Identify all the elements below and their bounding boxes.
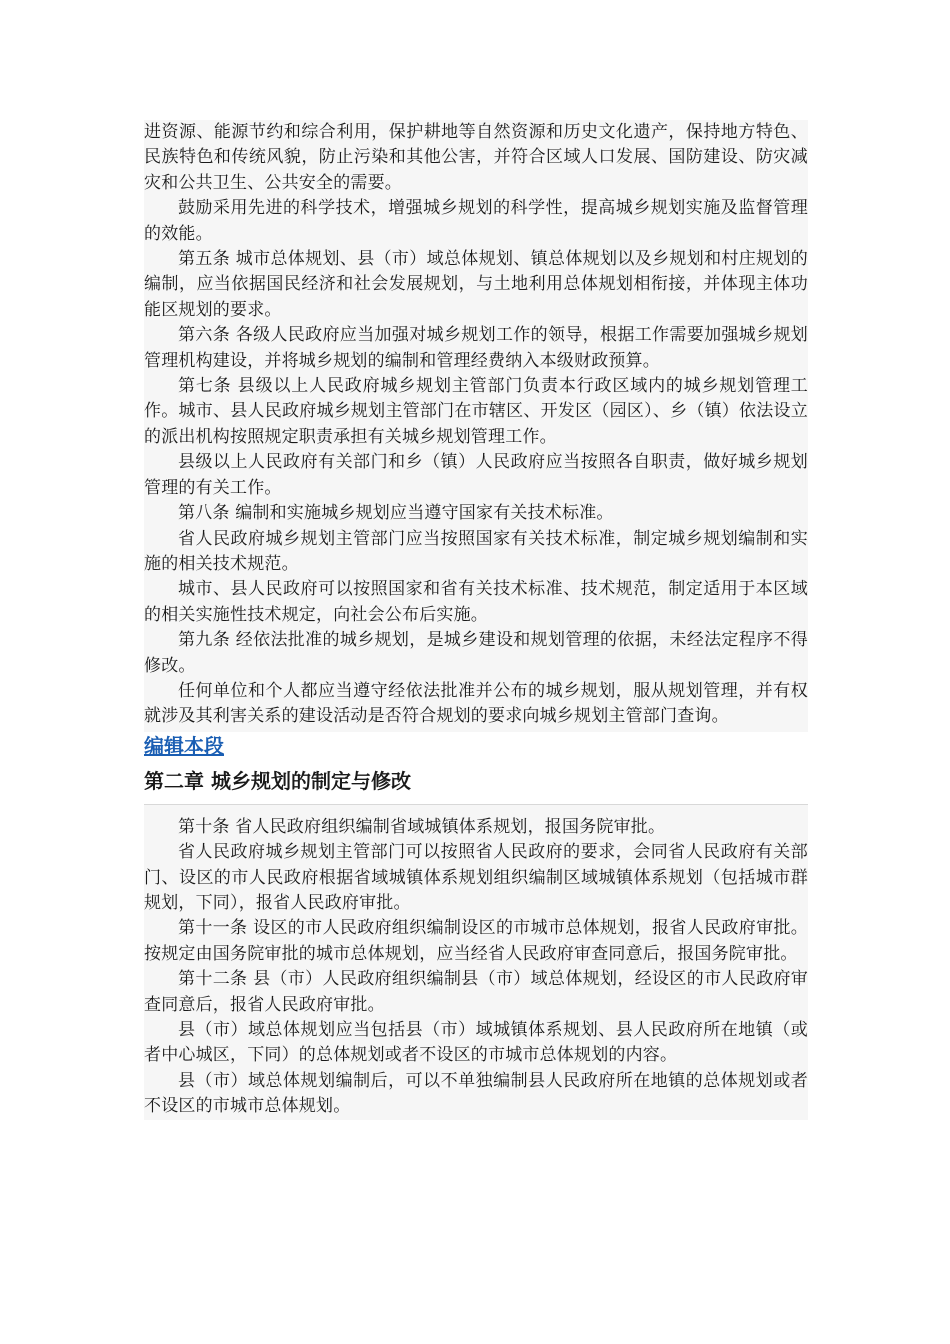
section-2 bbox=[144, 805, 808, 1120]
paragraph: 城市、县人民政府可以按照国家和省有关技术标准、技术规范，制定适用于本区域的相关实施性技术规定，向社会公布后实施。 bbox=[144, 579, 808, 625]
paragraph: 县（市）域总体规划应当包括县（市）域城镇体系规划、县人民政府所在地镇（或者中心城区，下同）的总体规划或者不设区的市城市总体规划的内容。 bbox=[144, 1020, 808, 1066]
article-12: 第十二条 县（市）人民政府组织编制县（市）域总体规划，经设区的市人民政府审查同意后，报省人民政府审批。 bbox=[144, 969, 808, 1015]
paragraph: 省人民政府城乡规划主管部门可以按照省人民政府的要求，会同省人民政府有关部门、设区的市人民政府根据省域城镇体系规划组织编制区域城镇体系规划（包括城市群规划，下同），报省人民政府审批。 bbox=[144, 842, 808, 913]
paragraph: 县（市）域总体规划编制后，可以不单独编制县人民政府所在地镇的总体规划或者不设区的市城市总体规划。 bbox=[144, 1070, 808, 1117]
article-6: 第六条 各级人民政府应当加强对城乡规划工作的领导，根据工作需要加强城乡规划管理机构建设，并将城乡规划的编制和管理经费纳入本级财政预算。 bbox=[144, 325, 808, 371]
paragraph: 县级以上人民政府有关部门和乡（镇）人民政府应当按照各自职责，做好城乡规划管理的有关工作。 bbox=[144, 452, 808, 498]
chapter-title: 第二章 城乡规划的制定与修改 bbox=[144, 760, 808, 805]
article-8: 第八条 编制和实施城乡规划应当遵守国家有关技术标准。 bbox=[178, 503, 614, 524]
document-content bbox=[144, 120, 808, 1120]
paragraph: 省人民政府城乡规划主管部门应当按照国家有关技术标准，制定城乡规划编制和实施的相关技术规范。 bbox=[144, 528, 808, 574]
paragraph: 进资源、能源节约和综合利用，保护耕地等自然资源和历史文化遗产，保持地方特色、民族特色和传统风貌，防止污染和其他公害，并符合区域人口发展、国防建设、防灾减灾和公共卫生、公共安全的需要。 bbox=[144, 122, 808, 193]
paragraph: 任何单位和个人都应当遵守经依法批准并公布的城乡规划，服从规划管理，并有权就涉及其利害关系的建设活动是否符合规划的要求向城乡规划主管部门查询。 bbox=[144, 680, 808, 727]
article-5: 第五条 城市总体规划、县（市）域总体规划、镇总体规划以及乡规划和村庄规划的编制，应当依据国民经济和社会发展规划，与土地利用总体规划相衔接，并体现主体功能区规划的要求。 bbox=[144, 249, 808, 320]
article-11: 第十一条 设区的市人民政府组织编制设区的市城市总体规划，报省人民政府审批。按规定由国务院审批的城市总体规划，应当经省人民政府审查同意后，报国务院审批。 bbox=[144, 918, 808, 964]
section-1 bbox=[144, 120, 808, 730]
article-7: 第七条 县级以上人民政府城乡规划主管部门负责本行政区域内的城乡规划管理工作。城市、县人民政府城乡规划主管部门在市辖区、开发区（园区）、乡（镇）依法设立的派出机构按照规定职责承担有关城乡规划管理工作。 bbox=[144, 376, 808, 447]
paragraph: 鼓励采用先进的科学技术，增强城乡规划的科学性，提高城乡规划实施及监督管理的效能。 bbox=[144, 198, 808, 244]
article-10: 第十条 省人民政府组织编制省域城镇体系规划，报国务院审批。 bbox=[178, 816, 666, 837]
edit-section-link[interactable]: 编辑本段 bbox=[144, 732, 808, 760]
article-9: 第九条 经依法批准的城乡规划，是城乡建设和规划管理的依据，未经法定程序不得修改。 bbox=[144, 630, 808, 676]
